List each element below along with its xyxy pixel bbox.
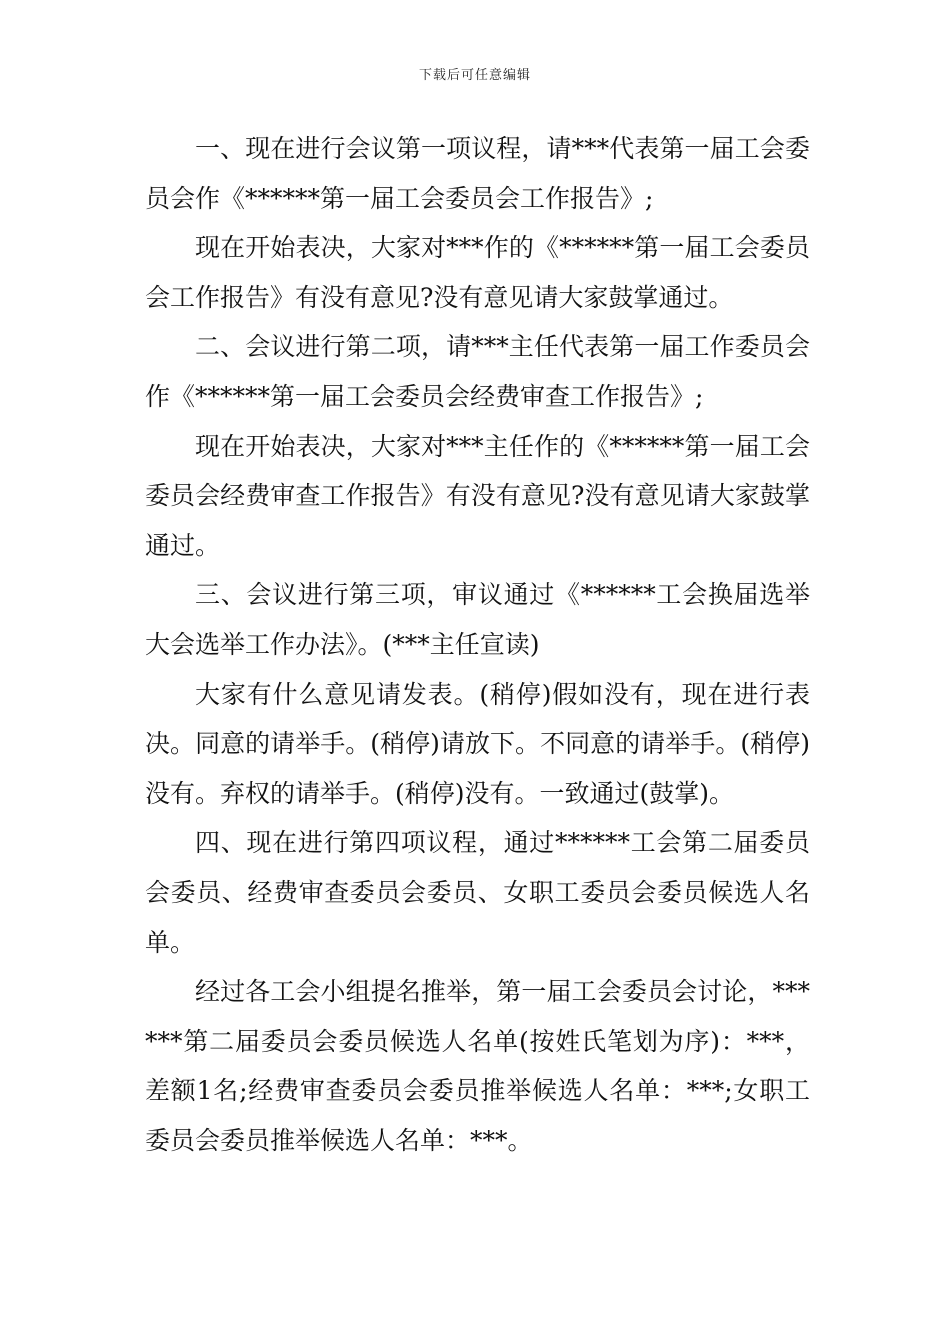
paragraph-vote-2: 现在开始表决，大家对***主任作的《******第一届工会委员会经费审查工作报告》有没有意见?没有意见请大家鼓掌通过。 xyxy=(145,431,810,560)
paragraph-agenda-item-3: 三、会议进行第三项，审议通过《******工会换届选举大会选举工作办法》。(***主任宣读) xyxy=(145,580,810,659)
document-body xyxy=(145,124,810,1165)
paragraph-vote-1: 现在开始表决，大家对***作的《******第一届工会委员会工作报告》有没有意见?没有意见请大家鼓掌通过。 xyxy=(145,233,810,312)
page-header-note: 下载后可任意编辑 xyxy=(418,68,531,83)
paragraph-agenda-item-4: 四、现在进行第四项议程，通过******工会第二届委员会委员、经费审查委员会委员、女职工委员会委员候选人名单。 xyxy=(145,828,810,957)
paragraph-agenda-item-1: 一、现在进行会议第一项议程，请***代表第一届工会委员会作《******第一届工会委员会工作报告》; xyxy=(145,134,810,213)
paragraph-candidate-list: 经过各工会小组提名推举，第一届工会委员会讨论，******第二届委员会委员候选人名单(按姓氏笔划为序)：***，差额1名;经费审查委员会委员推举候选人名单：***;女职工委员会委员推举候选人名单：***。 xyxy=(145,977,810,1155)
paragraph-agenda-item-2: 二、会议进行第二项，请***主任代表第一届工作委员会作《******第一届工会委员会经费审查工作报告》; xyxy=(145,332,810,411)
paragraph-vote-3: 大家有什么意见请发表。(稍停)假如没有，现在进行表决。同意的请举手。(稍停)请放下。不同意的请举手。(稍停)没有。弃权的请举手。(稍停)没有。一致通过(鼓掌)。 xyxy=(145,679,810,808)
